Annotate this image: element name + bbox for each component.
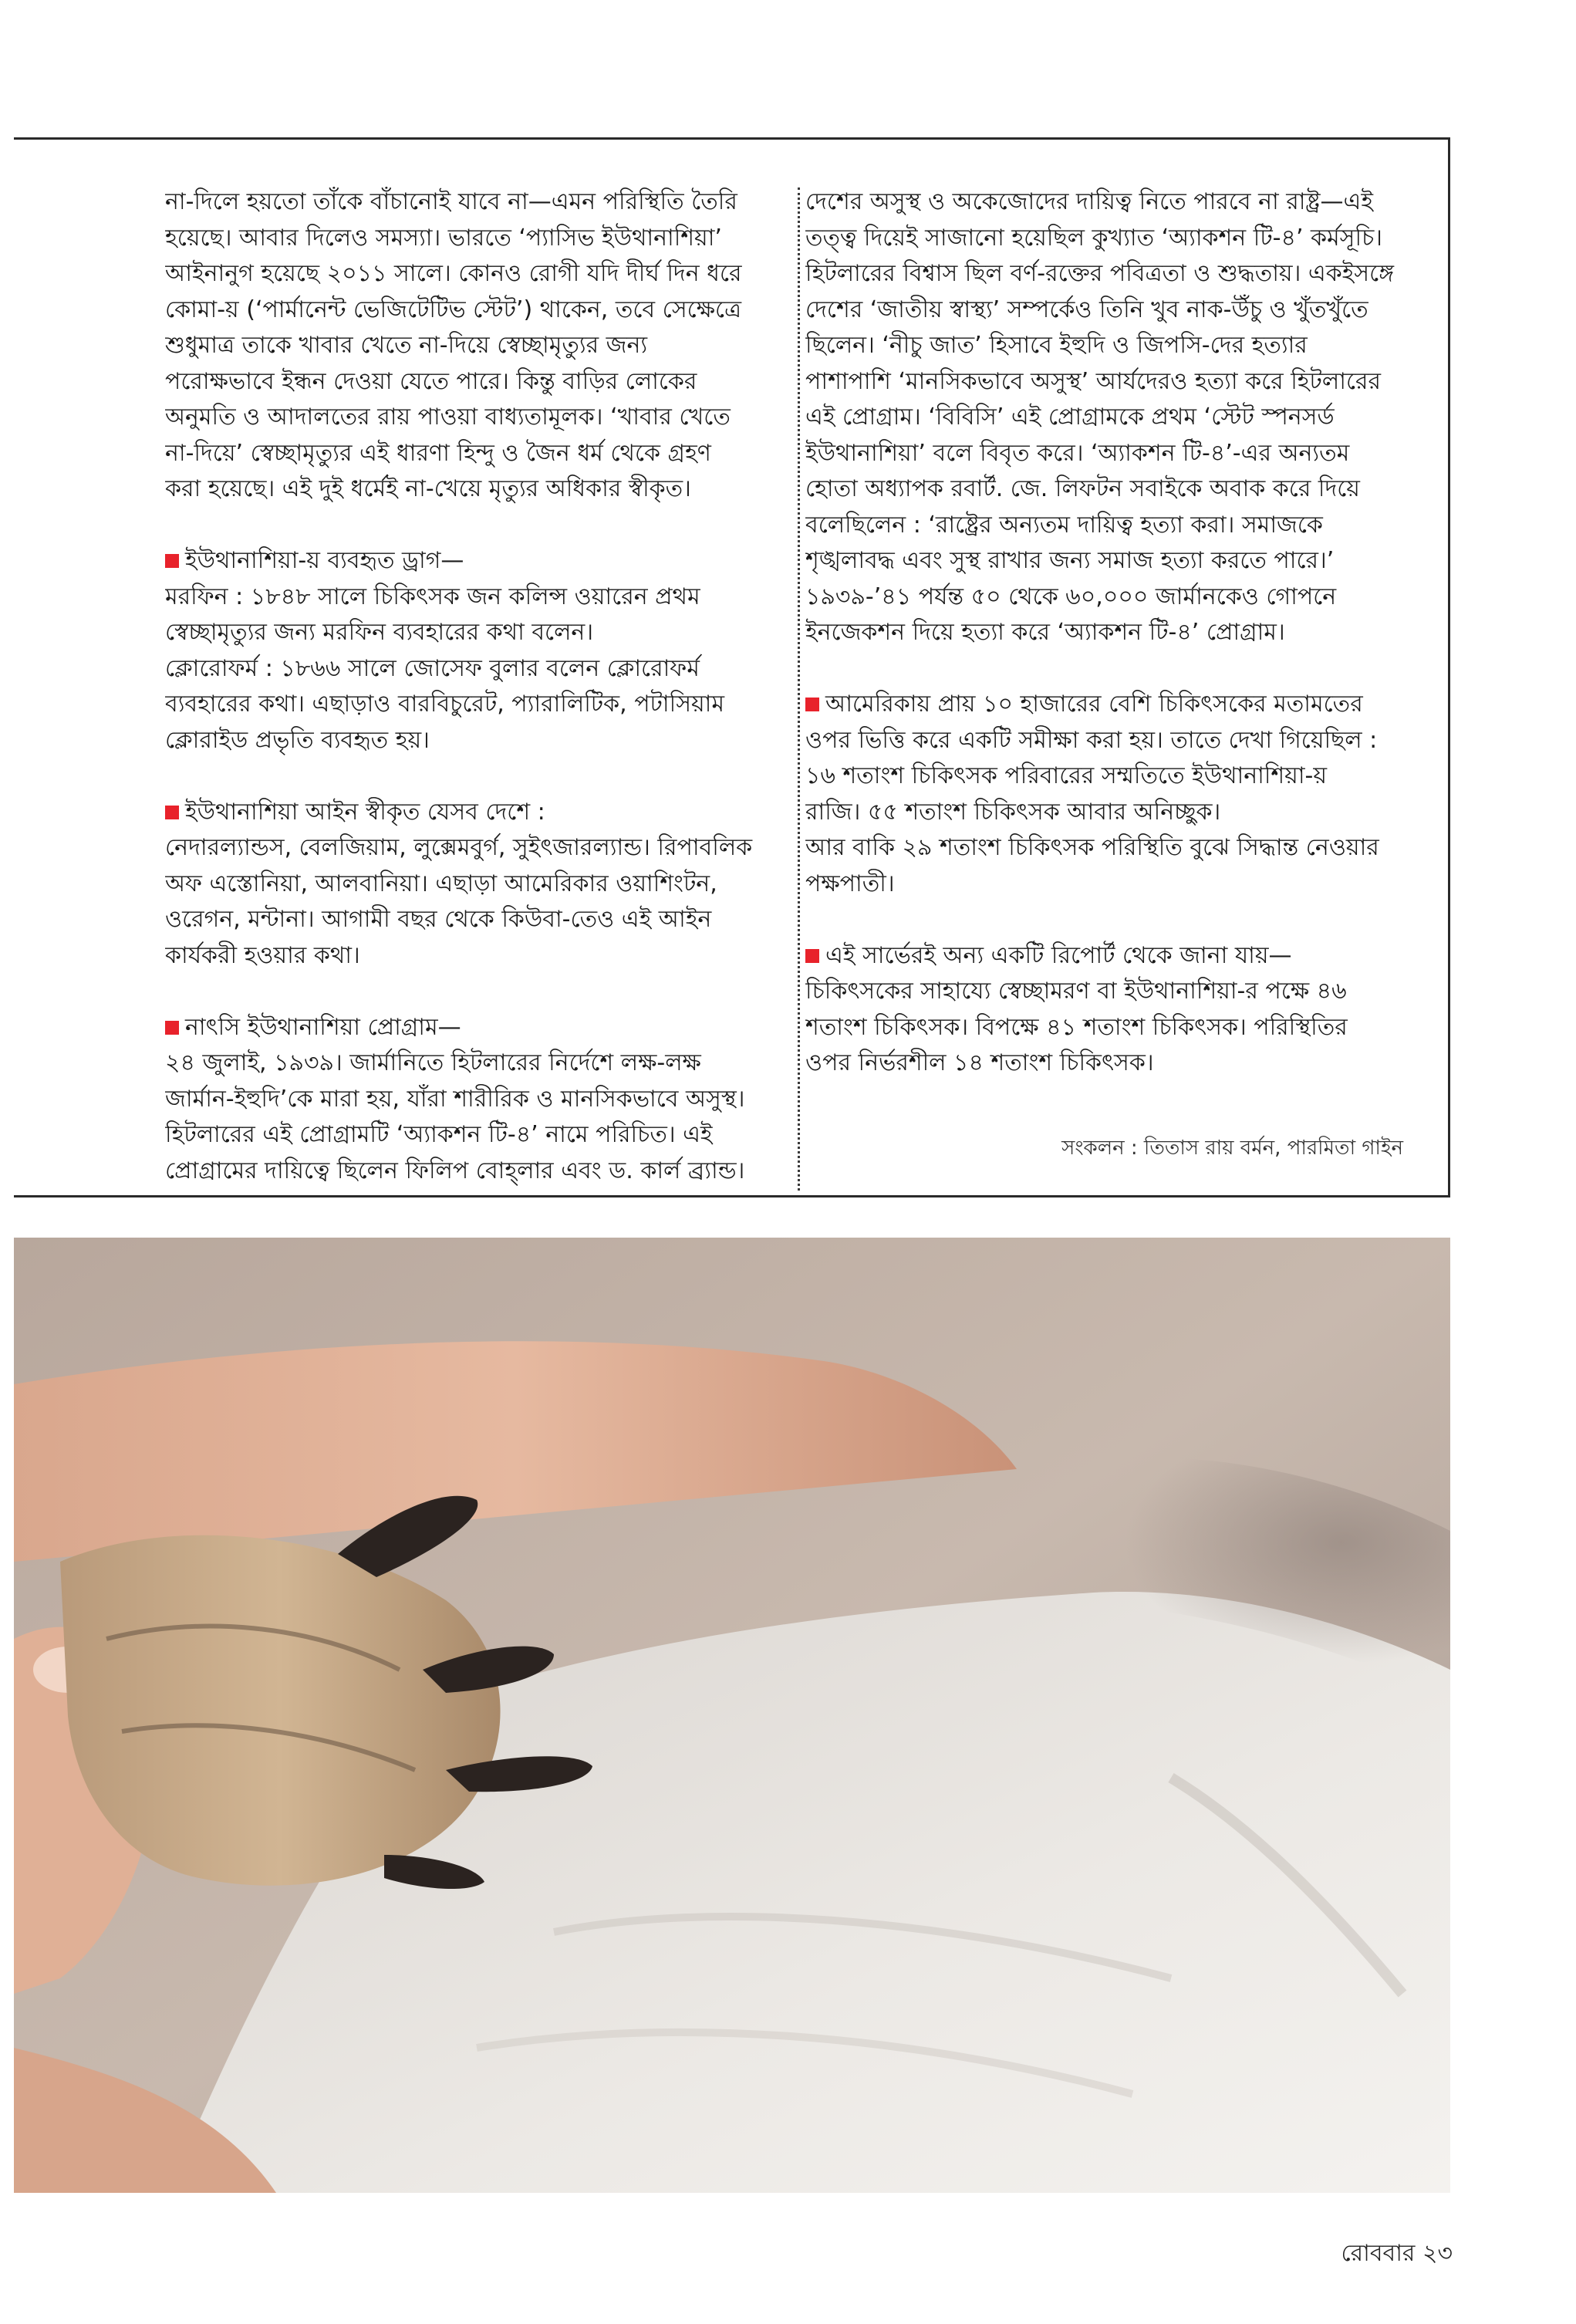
text-line: কোমা-য় (‘পার্মানেন্ট ভেজিটেটিভ স্টেট’) থাকেন, তবে সেক্ষেত্রে <box>165 296 742 323</box>
page-number: রোববার ২৩ <box>1341 2240 1453 2267</box>
section-heading <box>165 795 788 831</box>
text-line: চিকিৎসকের সাহায্যে স্বেচ্ছামরণ বা ইউথানাশিয়া-র পক্ষে ৪৬ <box>805 978 1347 1005</box>
text-line: শতাংশ চিকিৎসক। বিপক্ষে ৪১ শতাংশ চিকিৎসক। পরিস্থিতির <box>805 1013 1348 1041</box>
section-heading-text: ইউথানাশিয়া-য় ব্যবহৃত ড্রাগ— <box>185 547 464 574</box>
text-line: আইনানুগ হয়েছে ২০১১ সালে। কোনও রোগী যদি দীর্ঘ দিন ধরে <box>165 260 742 287</box>
text-line: ওপর নির্ভরশীল ১৪ শতাংশ চিকিৎসক। <box>805 1049 1154 1076</box>
text-line: তত্ত্ব দিয়েই সাজানো হয়েছিল কুখ্যাত ‘অ্যাকশন টি-৪’ কর্মসূচি। <box>805 224 1382 252</box>
left-column <box>165 184 788 1189</box>
text-line: না-দিলে হয়তো তাঁকে বাঁচানোই যাবে না—এমন পরিস্থিতি তৈরি <box>165 188 737 215</box>
text-line: পরোক্ষভাবে ইন্ধন দেওয়া যেতে পারে। কিন্তু বাড়ির লোকের <box>165 367 697 395</box>
text-line: শৃঙ্খলাবদ্ধ এবং সুস্থ রাখার জন্য সমাজ হত্যা করতে পারে।’ <box>805 547 1335 574</box>
right-column <box>805 184 1436 1082</box>
text-line: ব্যবহারের কথা। এছাড়াও বারবিচুরেট, প্যারালিটিক, পটাসিয়াম <box>165 691 725 718</box>
text-line: ওপর ভিত্তি করে একটি সমীক্ষা করা হয়। তাতে দেখা গিয়েছিল : <box>805 726 1378 754</box>
photo-illustration <box>14 1238 1450 2193</box>
red-square-bullet-icon <box>165 1021 179 1035</box>
text-line: কার্যকরী হওয়ার কথা। <box>165 941 360 969</box>
photo-dog-paw-in-hand <box>14 1238 1450 2193</box>
text-line: করা হয়েছে। এই দুই ধর্মেই না-খেয়ে মৃত্যুর অধিকার স্বীকৃত। <box>165 475 691 502</box>
text-line: দেশের অসুস্থ ও অকেজোদের দায়িত্ব নিতে পারবে না রাষ্ট্র—এই <box>805 188 1373 215</box>
text-line: অনুমতি ও আদালতের রায় পাওয়া বাধ্যতামূলক। ‘খাবার খেতে <box>165 404 731 431</box>
text-line: স্বেচ্ছামৃত্যুর জন্য মরফিন ব্যবহারের কথা বলেন। <box>165 619 594 646</box>
text-line: বলেছিলেন : ‘রাষ্ট্রের অন্যতম দায়িত্ব হত্যা করা। সমাজকে <box>805 511 1323 539</box>
red-square-bullet-icon <box>805 698 819 711</box>
text-line: জার্মান-ইহুদি’কে মারা হয়, যাঁরা শারীরিক ও মানসিকভাবে অসুস্থ। <box>165 1085 745 1113</box>
text-line: প্রোগ্রামের দায়িত্বে ছিলেন ফিলিপ বোহ্‌লার এবং ড. কার্ল ব্র্যান্ড। <box>165 1157 745 1184</box>
text-line: ক্লোরাইড প্রভৃতি ব্যবহৃত হয়। <box>165 726 430 754</box>
text-line: ইনজেকশন দিয়ে হত্যা করে ‘অ্যাকশন টি-৪’ প্রোগ্রাম। <box>805 619 1285 646</box>
text-line: হিটলারের বিশ্বাস ছিল বর্ণ-রক্তের পবিত্রতা ও শুদ্ধতায়। একইসঙ্গে <box>805 260 1395 287</box>
text-line: অফ এস্তোনিয়া, আলবানিয়া। এছাড়া আমেরিকার ওয়াশিংটন, <box>165 870 717 897</box>
text-line: ১৯৩৯-’৪১ পর্যন্ত ৫০ থেকে ৬০,০০০ জার্মানকেও গোপনে <box>805 583 1337 610</box>
credit-line: সংকলন : তিতাস রায় বর্মন, পারমিতা গাইন <box>1061 1137 1403 1160</box>
text-line: শুধুমাত্র তাকে খাবার খেতে না-দিয়ে স্বেচ্ছামৃত্যুর জন্য <box>165 332 648 359</box>
text-line: না-দিয়ে’ স্বেচ্ছামৃত্যুর এই ধারণা হিন্দু ও জৈন ধর্ম থেকে গ্রহণ <box>165 439 711 467</box>
text-line: ১৬ শতাংশ চিকিৎসক পরিবারের সম্মতিতে ইউথানাশিয়া-য় <box>805 762 1328 789</box>
text-line: আর বাকি ২৯ শতাংশ চিকিৎসক পরিস্থিতি বুঝে সিদ্ধান্ত নেওয়ার <box>805 834 1379 861</box>
text-line: হোতা অধ্যাপক রবার্ট. জে. লিফটন সবাইকে অবাক করে দিয়ে <box>805 475 1360 502</box>
column-divider <box>798 187 800 1191</box>
paragraph-gap <box>805 651 1436 687</box>
section-heading-text: এই সার্ভেরই অন্য একটি রিপোর্ট থেকে জানা যায়— <box>825 941 1292 969</box>
text-line: এই প্রোগ্রাম। ‘বিবিসি’ এই প্রোগ্রামকে প্রথম ‘স্টেট স্পনসর্ড <box>805 404 1335 431</box>
section-heading <box>805 938 1436 975</box>
text-line: ছিলেন। ‘নীচু জাত’ হিসাবে ইহুদি ও জিপসি-দের হত্যার <box>805 332 1308 359</box>
red-square-bullet-icon <box>805 949 819 963</box>
section-heading <box>165 543 788 579</box>
text-line: দেশের ‘জাতীয় স্বাস্থ্য’ সম্পর্কেও তিনি খুব নাক-উঁচু ও খুঁতখুঁতে <box>805 296 1368 323</box>
red-square-bullet-icon <box>165 554 179 568</box>
section-heading <box>165 1010 788 1046</box>
text-line: ক্লোরোফর্ম : ১৮৬৬ সালে জোসেফ বুলার বলেন ক্লোরোফর্ম <box>165 654 700 682</box>
paragraph-gap <box>165 758 788 795</box>
red-square-bullet-icon <box>165 806 179 819</box>
paragraph-gap <box>805 902 1436 938</box>
section-heading-text: ইউথানাশিয়া আইন স্বীকৃত যেসব দেশে : <box>185 798 545 826</box>
text-line: পক্ষপাতী। <box>805 870 895 897</box>
article-text-box <box>14 137 1450 1197</box>
text-line: রাজি। ৫৫ শতাংশ চিকিৎসক আবার অনিচ্ছুক। <box>805 798 1221 826</box>
text-line: ২৪ জুলাই, ১৯৩৯। জার্মানিতে হিটলারের নির্দেশে লক্ষ-লক্ষ <box>165 1049 701 1076</box>
text-line: নেদারল্যান্ডস, বেলজিয়াম, লুক্সেমবুর্গ, সুইৎজারল্যান্ড। রিপাবলিক <box>165 834 753 861</box>
text-line: ওরেগন, মন্টানা। আগামী বছর থেকে কিউবা-তেও এই আইন <box>165 906 712 933</box>
section-heading-text: নাৎসি ইউথানাশিয়া প্রোগ্রাম— <box>185 1013 461 1041</box>
text-line: ইউথানাশিয়া’ বলে বিবৃত করে। ‘অ্যাকশন টি-৪’-এর অন্যতম <box>805 439 1350 467</box>
paragraph-gap <box>165 974 788 1010</box>
paragraph-gap <box>165 508 788 544</box>
text-line: মরফিন : ১৮৪৮ সালে চিকিৎসক জন কলিন্স ওয়ারেন প্রথম <box>165 583 700 610</box>
section-heading <box>805 687 1436 723</box>
text-line: পাশাপাশি ‘মানসিকভাবে অসুস্থ’ আর্যদেরও হত্যা করে হিটলারের <box>805 367 1382 395</box>
text-line: হয়েছে। আবার দিলেও সমস্যা। ভারতে ‘প্যাসিভ ইউথানাশিয়া’ <box>165 224 722 252</box>
section-heading-text: আমেরিকায় প্রায় ১০ হাজারের বেশি চিকিৎসকের মতামতের <box>825 691 1363 718</box>
text-line: হিটলারের এই প্রোগ্রামটি ‘অ্যাকশন টি-৪’ নামে পরিচিত। এই <box>165 1121 713 1148</box>
